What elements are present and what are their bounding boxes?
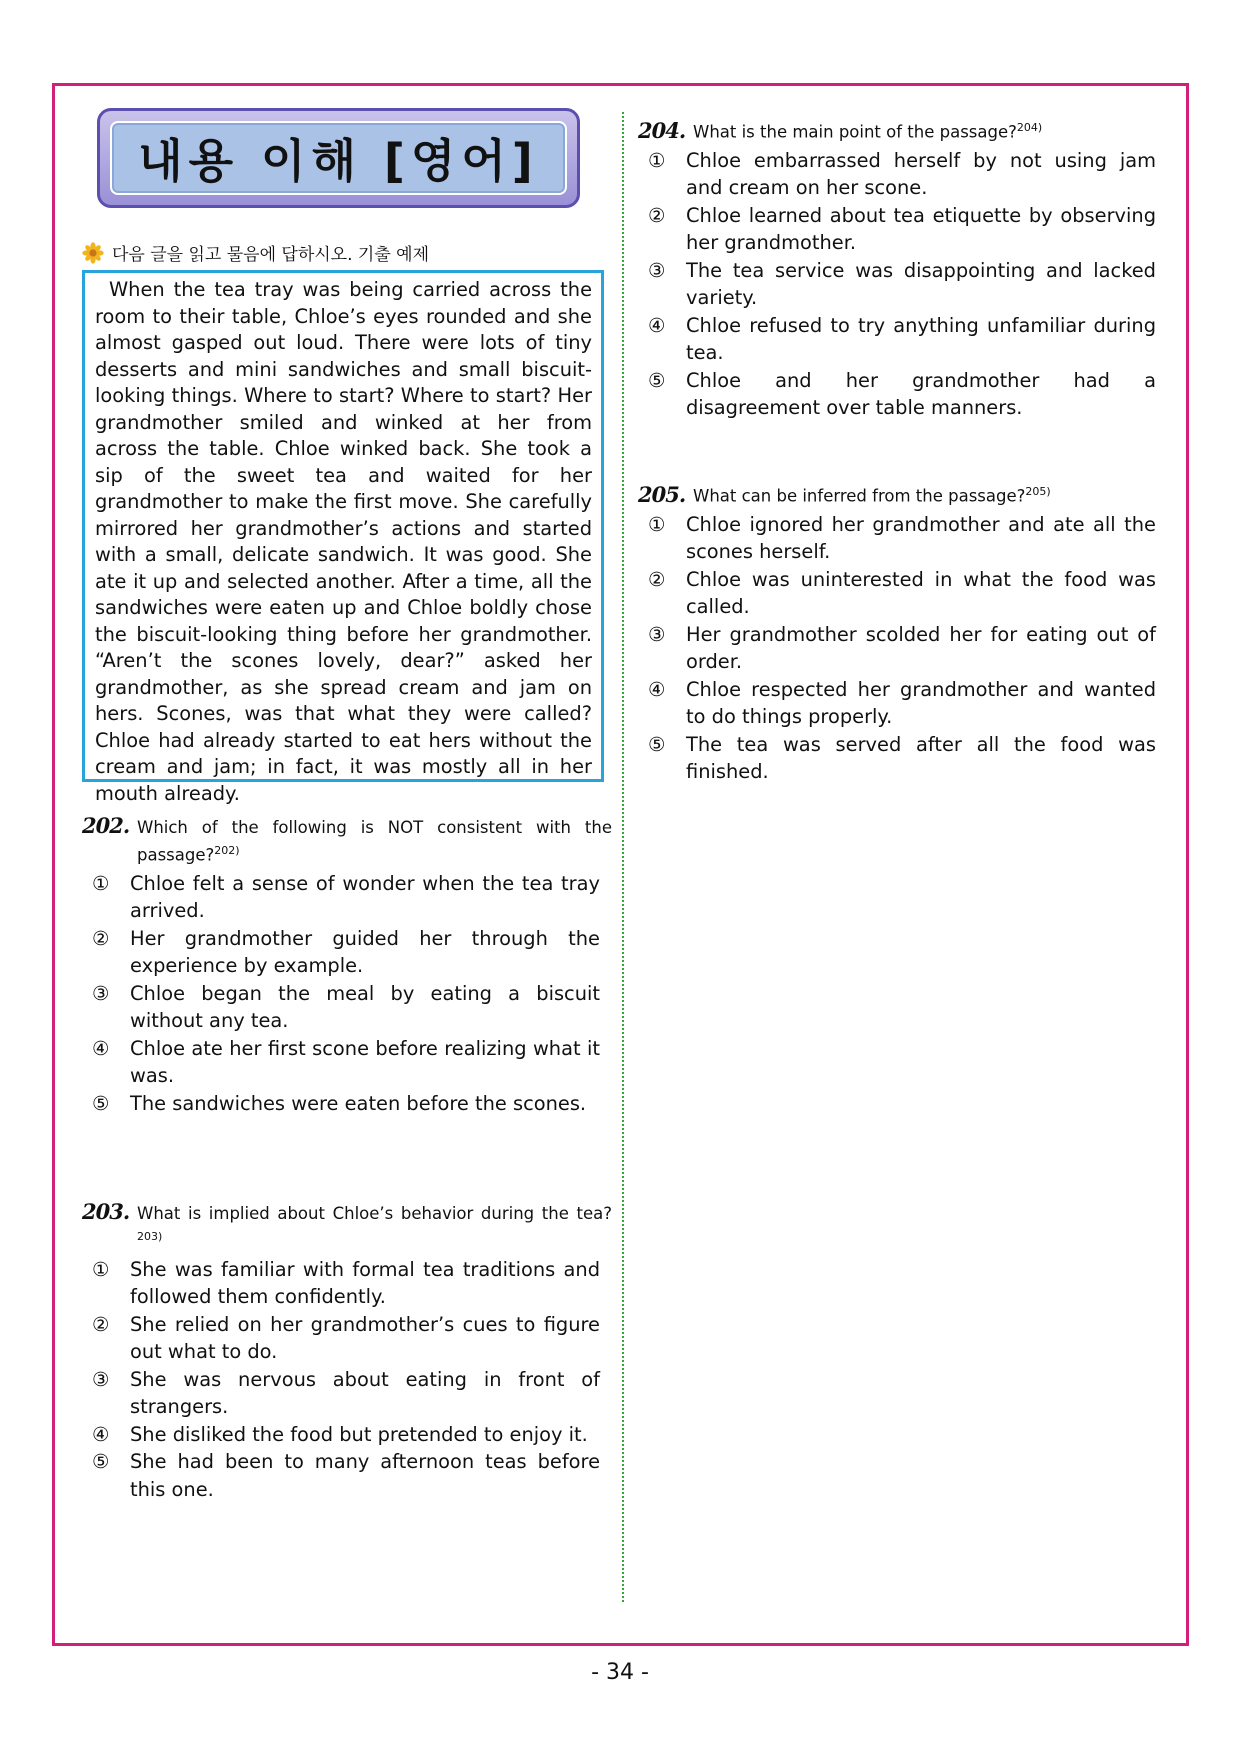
- section-title-inner: [110, 121, 567, 195]
- answer-options: [638, 511, 1168, 786]
- answer-option[interactable]: [648, 257, 1168, 312]
- question-204: [638, 116, 1168, 422]
- question-number: 205.: [638, 481, 686, 507]
- question-text: Which of the following is NOT consistent with the passage?: [137, 818, 612, 865]
- option-text: She had been to many afternoon teas before this one.: [130, 1450, 600, 1501]
- option-marker: ④: [92, 1422, 110, 1446]
- option-marker: ②: [648, 567, 666, 591]
- question-text: What is the main point of the passage?: [693, 122, 1017, 142]
- option-text: Her grandmother guided her through the experience by example.: [130, 926, 600, 977]
- option-text: Chloe felt a sense of wonder when the tea tray arrived.: [130, 871, 600, 922]
- answer-option[interactable]: [92, 1311, 612, 1366]
- reading-passage: When the tea tray was being carried across the room to their table, Chloe’s eyes rounded and she almost gasped out loud. There were lots of tiny desserts and mini sandwiches and small biscuit-looking things. Where to start? Where to start? Her grandmother smiled and winked at her from across the table. Chloe winked back. She took a sip of the sweet tea and waited for her grandmother to make the first move. She carefully mirrored her grandmother’s actions and started with a small, delicate sandwich. It was good. She ate it up and selected another. After a time, all the sandwiches were eaten up and Chloe boldly chose the biscuit-looking thing before her grandmother. “Aren’t the scones lovely, dear?” asked her grandmother, as she spread cream and jam on hers. Scones, was that what they were called? Chloe had already started to eat hers without the cream and jam; in fact, it was mostly all in her mouth already.: [82, 270, 604, 782]
- answer-option[interactable]: [92, 980, 612, 1035]
- footnote-ref: 204): [1016, 121, 1043, 134]
- option-text: She was familiar with formal tea traditions and followed them confidently.: [130, 1257, 600, 1308]
- option-text: The tea service was disappointing and lacked variety.: [686, 258, 1156, 309]
- answer-option[interactable]: [92, 1421, 612, 1449]
- answer-option[interactable]: [92, 1090, 612, 1118]
- option-text: She disliked the food but pretended to enjoy it.: [130, 1422, 588, 1446]
- question-header: [638, 116, 1168, 144]
- question-number: 202.: [82, 813, 130, 838]
- option-marker: ③: [92, 1367, 110, 1391]
- option-marker: ②: [92, 926, 110, 950]
- option-marker: ③: [92, 981, 110, 1005]
- question-202: [82, 814, 612, 1117]
- answer-option[interactable]: [648, 511, 1168, 566]
- footnote-ref: 202): [214, 844, 240, 857]
- answer-option[interactable]: [648, 312, 1168, 367]
- option-marker: ⑤: [648, 368, 666, 392]
- column-divider: [622, 112, 624, 1602]
- option-text: The sandwiches were eaten before the scones.: [130, 1091, 587, 1115]
- option-text: Chloe was uninterested in what the food was called.: [686, 567, 1156, 618]
- answer-option[interactable]: [92, 1366, 612, 1421]
- option-text: Her grandmother scolded her for eating out of order.: [686, 622, 1156, 673]
- answer-option[interactable]: [92, 870, 612, 925]
- option-marker: ①: [648, 148, 666, 172]
- option-text: The tea was served after all the food was finished.: [686, 732, 1156, 783]
- footnote-ref: 205): [1025, 485, 1051, 498]
- option-text: Chloe ignored her grandmother and ate all the scones herself.: [686, 512, 1156, 563]
- question-text: What can be inferred from the passage?: [693, 486, 1026, 506]
- option-marker: ⑤: [92, 1450, 110, 1473]
- option-marker: ③: [648, 258, 666, 282]
- option-text: Chloe respected her grandmother and wanted to do things properly.: [686, 677, 1156, 728]
- answer-option[interactable]: [648, 676, 1168, 731]
- option-marker: ②: [648, 203, 666, 227]
- option-text: She relied on her grandmother’s cues to figure out what to do.: [130, 1312, 600, 1363]
- page-number: - 34 -: [591, 1660, 649, 1685]
- answer-option[interactable]: [92, 925, 612, 980]
- option-marker: ①: [92, 871, 110, 895]
- answer-option[interactable]: [92, 1035, 612, 1090]
- answer-option[interactable]: [92, 1256, 612, 1311]
- section-title-box: [97, 108, 580, 208]
- question-203: [82, 1200, 612, 1503]
- answer-option[interactable]: [648, 202, 1168, 257]
- answer-option[interactable]: [92, 1448, 612, 1503]
- question-header: [82, 1200, 612, 1253]
- option-marker: ④: [92, 1036, 110, 1060]
- instruction-text: 다음 글을 읽고 물음에 답하시오. 기출 예제: [112, 245, 430, 265]
- answer-option[interactable]: [648, 367, 1168, 422]
- answer-options: [82, 1256, 612, 1504]
- question-205: [638, 480, 1168, 786]
- question-number: 204.: [638, 117, 686, 143]
- option-text: She was nervous about eating in front of strangers.: [130, 1367, 600, 1418]
- instruction: [82, 240, 429, 265]
- answer-option[interactable]: [648, 147, 1168, 202]
- answer-options: [82, 870, 612, 1118]
- section-title: 내용 이해 [영어]: [138, 134, 539, 188]
- footnote-ref: 203): [137, 1230, 163, 1243]
- option-marker: ③: [648, 622, 666, 646]
- answer-option[interactable]: [648, 731, 1168, 786]
- question-header: [82, 814, 612, 867]
- option-text: Chloe refused to try anything unfamiliar during tea.: [686, 313, 1156, 364]
- option-marker: ⑤: [92, 1091, 110, 1115]
- answer-option[interactable]: [648, 621, 1168, 676]
- option-text: Chloe ate her first scone before realizing what it was.: [130, 1036, 600, 1087]
- option-text: Chloe began the meal by eating a biscuit without any tea.: [130, 981, 600, 1032]
- question-number: 203.: [82, 1199, 130, 1224]
- option-marker: ①: [92, 1257, 110, 1281]
- option-marker: ①: [648, 512, 666, 536]
- answer-options: [638, 147, 1168, 422]
- option-text: Chloe embarrassed herself by not using jam and cream on her scone.: [686, 148, 1156, 199]
- question-header: [638, 480, 1168, 508]
- option-text: Chloe learned about tea etiquette by observing her grandmother.: [686, 203, 1156, 254]
- answer-option[interactable]: [648, 566, 1168, 621]
- option-marker: ⑤: [648, 732, 666, 756]
- question-text: What is implied about Chloe’s behavior during the tea?: [137, 1204, 612, 1223]
- option-marker: ④: [648, 313, 666, 337]
- option-marker: ④: [648, 677, 666, 701]
- option-text: Chloe and her grandmother had a disagreement over table manners.: [686, 368, 1156, 419]
- option-marker: ②: [92, 1312, 110, 1336]
- flower-icon: [82, 242, 104, 264]
